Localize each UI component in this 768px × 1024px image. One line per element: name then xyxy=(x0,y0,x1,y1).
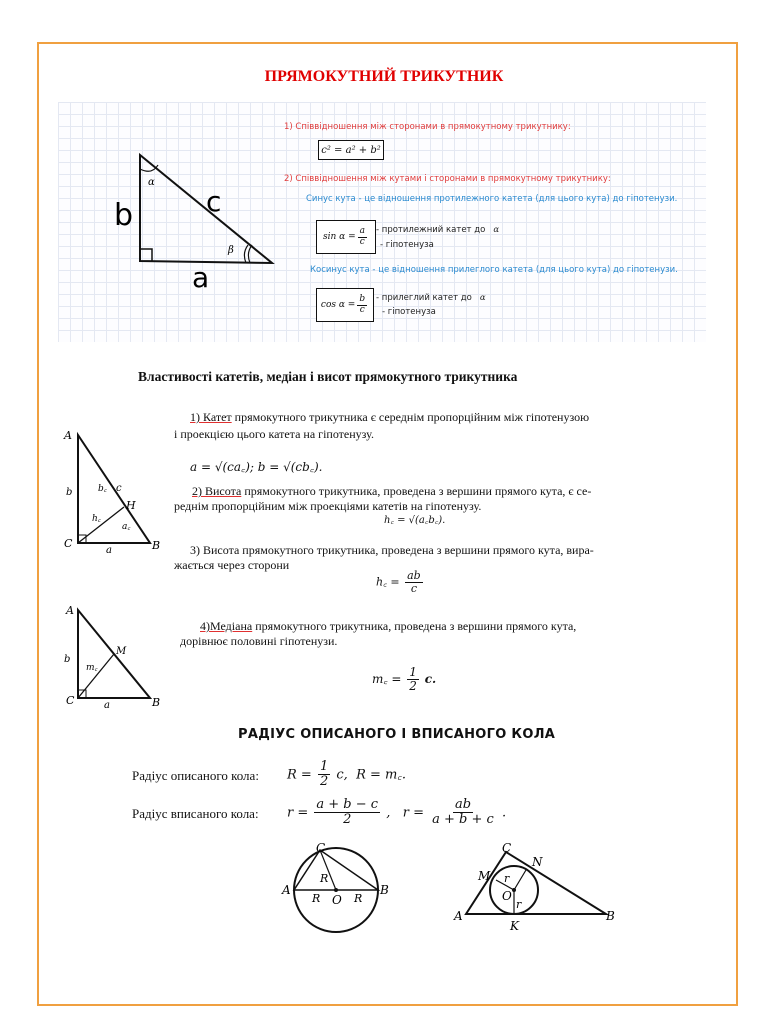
svg-text:O: O xyxy=(332,893,342,907)
svg-text:m꜀: m꜀ xyxy=(86,663,98,673)
sine-definition: Синус кута - це відношення протилежного катета (для цього кута) до гіпотенузи. xyxy=(306,194,678,204)
cos-note-1: - прилеглий катет до α xyxy=(376,293,486,303)
svg-text:b꜀: b꜀ xyxy=(98,484,107,494)
prop1-line2: і проекцією цього катета на гіпотенузу. xyxy=(174,427,374,441)
page-title: ПРЯМОКУТНИЙ ТРИКУТНИК xyxy=(264,68,504,85)
svg-text:r: r xyxy=(504,872,510,885)
prop2-line1: 2) Висота прямокутного трикутника, проведена з вершини прямого кута, є се- xyxy=(192,484,592,498)
sine-note-1: - протилежний катет до α xyxy=(376,225,500,235)
inradius-label: Радіус вписаного кола: xyxy=(132,806,259,821)
svg-text:A: A xyxy=(282,883,291,897)
svg-text:A: A xyxy=(64,429,72,442)
svg-text:C: C xyxy=(66,694,75,707)
item1-text: 1) Співвідношення між сторонами в прямокутному трикутнику: xyxy=(284,122,571,132)
figure-median xyxy=(58,600,168,710)
cos-definition: Косинус кута - це відношення прилеглого катета (для цього кута) до гіпотенузи. xyxy=(310,265,678,275)
prop1-line1: 1) Катет прямокутного трикутника є середнім пропорційним між гіпотенузою xyxy=(190,410,590,424)
sine-formula-box xyxy=(316,220,376,254)
formula-altitude-sides: h꜀ = $\frac{ab}{c}$ xyxy=(376,569,421,596)
svg-text:B: B xyxy=(380,883,389,897)
svg-text:M: M xyxy=(116,646,127,657)
figure-circumcircle xyxy=(280,838,400,938)
svg-text:O: O xyxy=(502,889,512,903)
tri-a: a xyxy=(192,261,210,294)
svg-text:H: H xyxy=(126,499,136,512)
svg-text:C: C xyxy=(316,841,326,855)
tri-beta: β xyxy=(228,245,234,256)
figure-incircle xyxy=(450,838,622,938)
svg-text:B: B xyxy=(152,696,161,709)
cos-fraction xyxy=(357,295,367,316)
prop2-line2: реднім пропорційним між проекціями катетів на гіпотенузу. xyxy=(174,499,482,513)
tri-b: b xyxy=(114,198,134,233)
cos-note-2: - гіпотенуза xyxy=(382,307,436,317)
tri-alpha: α xyxy=(148,177,155,188)
svg-text:K: K xyxy=(510,919,519,933)
svg-text:A: A xyxy=(454,909,463,923)
svg-text:C: C xyxy=(64,537,73,550)
svg-text:b: b xyxy=(64,654,71,665)
svg-text:R: R xyxy=(312,892,321,905)
formula-median: m꜀ = $\frac{1}{2}$ c. xyxy=(372,665,437,694)
formula-legs: a = √(ca꜀); b = √(cb꜀). xyxy=(190,460,323,474)
svg-text:r: r xyxy=(516,898,522,911)
cos-lhs: cos α = xyxy=(320,300,356,310)
sine-fraction xyxy=(358,227,367,248)
svg-text:R: R xyxy=(320,872,329,885)
svg-text:a꜀: a꜀ xyxy=(122,522,131,532)
prop4-line1: 4)Медіана прямокутного трикутника, проведена з вершини прямого кута, xyxy=(200,619,577,633)
section3-heading: РАДІУС ОПИСАНОГО І ВПИСАНОГО КОЛА xyxy=(238,727,556,742)
svg-text:M: M xyxy=(478,869,491,883)
figure-altitude xyxy=(58,425,168,555)
sine-lhs: sin α = xyxy=(322,232,356,242)
prop3-line2: жається через сторони xyxy=(174,558,290,572)
sine-num: a xyxy=(359,225,365,236)
inradius-formula: r = $\frac{a + b - c}{2}$ , r = $\frac{ab}{a + b + c}$ . xyxy=(287,797,507,828)
svg-text:b: b xyxy=(66,487,73,498)
prop3-line1: 3) Висота прямокутного трикутника, проведена з вершини прямого кута, вира- xyxy=(190,543,594,557)
svg-text:B: B xyxy=(152,539,161,552)
cos-num: b xyxy=(359,293,366,304)
sine-den: c xyxy=(359,236,365,247)
formula-altitude: h꜀ = √(a꜀b꜀). xyxy=(384,515,446,526)
svg-text:A: A xyxy=(66,604,74,617)
pythagoras-box xyxy=(318,140,384,160)
svg-text:B: B xyxy=(606,909,615,923)
svg-text:N: N xyxy=(532,855,543,869)
sine-note-2: - гіпотенуза xyxy=(380,240,434,250)
pythagoras-formula: c² = a² + b² xyxy=(321,144,381,156)
svg-text:R: R xyxy=(354,892,363,905)
circumradius-label: Радіус описаного кола: xyxy=(132,768,259,783)
handdrawn-triangle xyxy=(100,145,300,295)
svg-text:a: a xyxy=(104,700,110,710)
svg-text:C: C xyxy=(502,841,512,855)
tri-c: c xyxy=(206,185,222,218)
circumradius-formula: R = $\frac{1}{2}$ c, R = m꜀. xyxy=(287,759,406,790)
svg-text:c: c xyxy=(116,483,122,494)
prop4-line2: дорівнює половині гіпотенузи. xyxy=(180,634,338,648)
svg-text:h꜀: h꜀ xyxy=(92,514,101,524)
cos-formula-box xyxy=(316,288,374,322)
item2-text: 2) Співвідношення між кутами і сторонами в прямокутному трикутнику: xyxy=(284,174,611,184)
svg-text:a: a xyxy=(106,545,112,555)
section2-heading: Властивості катетів, медіан і висот прямокутного трикутника xyxy=(138,369,518,384)
cos-den: c xyxy=(359,304,365,315)
